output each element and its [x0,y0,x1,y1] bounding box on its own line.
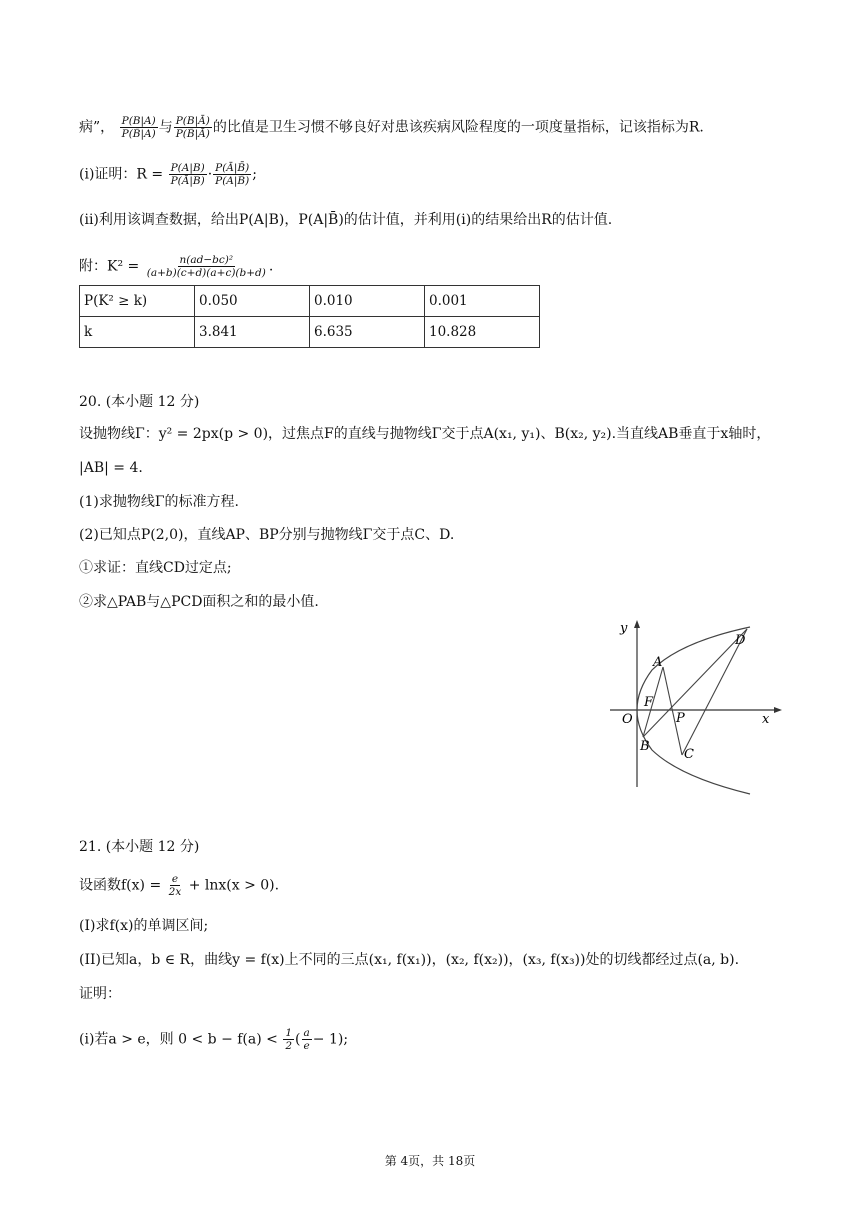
y-axis-arrow [634,620,640,628]
critical-value-table [79,285,540,348]
label-O: O [622,712,633,727]
p19-line1-suffix: 的比值是卫生习惯不够良好对患该疾病风险程度的一项度量指标，记该指标为R. [212,119,704,136]
table-row [80,286,540,317]
p21-line1-prefix: 设函数f(x) = [79,877,162,894]
p19-line1-prefix: 病”， [79,119,115,136]
fraction-3-num: P(A|B) [170,162,205,174]
fraction-2x-den: 2x [168,886,182,898]
parabola-figure [600,612,800,797]
k-squared-fraction [145,254,268,279]
p19-dot: · [207,166,213,183]
page-footer: 第 4页，共 18页 [384,1154,476,1168]
x-axis-arrow [774,707,782,713]
fraction-a-e [302,1027,312,1052]
p20-line6: ②求△PAB与△PCD面积之和的最小值. [79,594,319,610]
p21-line1-suffix: + lnx(x > 0). [188,877,280,894]
k-squared-den: (a+b)(c+d)(a+c)(b+d) [146,267,266,279]
fraction-half-den: 2 [285,1040,293,1052]
p19-part-ii: (ii)利用该调查数据，给出P(A|B)，P(A|B̄)的估计值，并利用(i)的结果给出R的估计值. [79,212,613,228]
label-P: P [676,711,685,726]
label-F: F [644,695,654,710]
p21-line4: 证明： [79,986,121,1002]
table-cell: 6.635 [310,317,425,348]
label-A: A [653,655,663,670]
fraction-half-num: 1 [285,1027,293,1039]
label-x: x [762,712,770,727]
p21-line5-suffix: − 1); [312,1031,349,1048]
table-cell: 3.841 [195,317,310,348]
fraction-1 [120,115,158,140]
fraction-e-den: e [303,1040,310,1052]
p21-open-paren: ( [295,1031,301,1048]
fraction-half [283,1027,294,1052]
appendix-prefix: 附：K² = [79,258,140,275]
appendix-end: . [268,258,274,275]
p20-line1: 设抛物线Γ：y² = 2px(p > 0)，过焦点F的直线与抛物线Γ交于点A(x₁, y₁)、B(x₂, y₂).当直线AB垂直于x轴时， [79,426,771,442]
label-D: D [735,633,746,648]
p19-line1-mid: 与 [158,119,173,136]
table-cell: k [80,317,195,348]
table-row [80,317,540,348]
fraction-4-den: P(A|B̄) [215,175,250,187]
label-B: B [640,739,650,754]
table-cell: 0.050 [195,286,310,317]
fraction-1-den: P(B̄|A) [121,128,156,140]
table-cell: 10.828 [425,317,540,348]
fraction-3 [169,162,207,187]
p19-part-i-end: ; [252,166,257,183]
p20-line5: ①求证：直线CD过定点; [79,560,232,576]
table-cell: P(K² ≥ k) [80,286,195,317]
fraction-e-num: e [171,873,179,885]
p21-line3: (II)已知a，b ∈ R，曲线y = f(x)上不同的三点(x₁, f(x₁))，(x₂, f(x₂))，(x₃, f(x₃))处的切线都经过点(a, b). [79,952,740,968]
p21-line1 [79,873,279,898]
p21-line2: (I)求f(x)的单调区间; [79,918,209,934]
p20-header: 20. (本小题 12 分) [79,394,200,410]
fraction-1-num: P(B|A) [121,115,156,127]
p20-line4: (2)已知点P(2,0)，直线AP、BP分别与抛物线Γ交于点C、D. [79,527,455,543]
p19-appendix [79,254,273,279]
p21-line5-prefix: (i)若a > e，则 0 < b − f(a) < [79,1031,278,1048]
fraction-e-2x [167,873,184,898]
fraction-4-num: P(Ā|B̄) [215,162,250,174]
p19-part-i [79,162,257,187]
p20-line2: |AB| = 4. [79,460,143,476]
table-cell: 0.010 [310,286,425,317]
p19-part-i-prefix: (i)证明：R = [79,166,164,183]
label-y: y [620,621,628,636]
fraction-3-den: P(Ā|B) [170,175,205,187]
fraction-4 [213,162,251,187]
p19-line1 [79,115,704,140]
label-C: C [684,747,694,762]
p21-line5 [79,1027,348,1052]
fraction-2-den: P(B̄|Ā) [175,128,210,140]
p20-line3: (1)求抛物线Γ的标准方程. [79,494,239,510]
p21-header: 21. (本小题 12 分) [79,839,200,855]
k-squared-num: n(ad−bc)² [179,254,234,266]
fraction-a-num: a [303,1027,310,1039]
fraction-2-num: P(B|Ā) [175,115,210,127]
fraction-2 [174,115,212,140]
table-cell: 0.001 [425,286,540,317]
